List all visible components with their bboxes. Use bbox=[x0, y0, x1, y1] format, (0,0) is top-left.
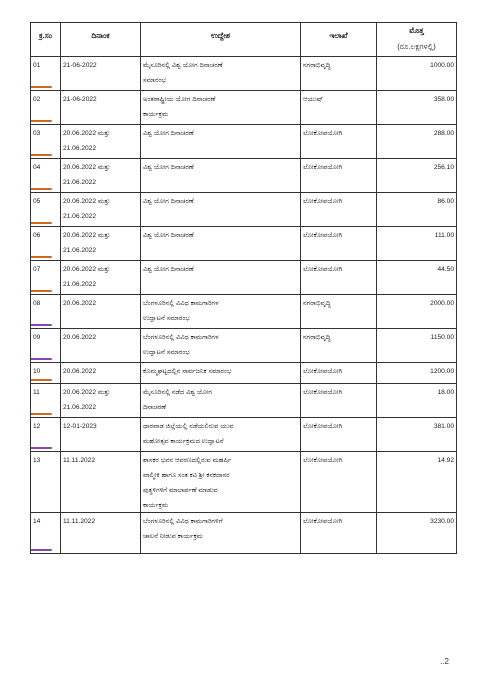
purpose-line: ಸಮಾರಂಭ bbox=[143, 77, 167, 84]
date-line: 21.06.2022 bbox=[63, 247, 97, 254]
underline-mark bbox=[31, 256, 53, 258]
table-row bbox=[31, 418, 457, 452]
cell-date bbox=[61, 363, 141, 384]
purpose-line: ವಿಶ್ವ ಯೋಗ ದಿನಾಚರಣೆ bbox=[143, 164, 194, 171]
amount-text: 44.50 bbox=[437, 266, 454, 273]
cell-amount bbox=[377, 57, 457, 91]
department-text: ಲೋಕೋಪಯೋಗಿ bbox=[303, 457, 343, 464]
purpose-line: ವಿಶ್ವ ಯೋಗ ದಿನಾಚರಣೆ bbox=[143, 198, 194, 205]
cell-department bbox=[301, 295, 377, 329]
cell-sl-no bbox=[31, 363, 61, 384]
purpose-line: ಕೊಮ್ಮಘಟ್ಟದಲ್ಲಿನ ಸಾರ್ವಜನಿಕ ಸಮಾರಂಭ bbox=[143, 368, 232, 375]
cell-date bbox=[61, 513, 141, 554]
cell-sl-no bbox=[31, 57, 61, 91]
cell-purpose bbox=[141, 418, 301, 452]
table-row bbox=[31, 193, 457, 227]
cell-department bbox=[301, 227, 377, 261]
underline-mark bbox=[31, 413, 53, 415]
table-row bbox=[31, 261, 457, 295]
cell-sl-no bbox=[31, 91, 61, 125]
cell-amount bbox=[377, 193, 457, 227]
sl-no-text: 14 bbox=[33, 518, 41, 525]
date-line: 21-06-2022 bbox=[63, 96, 97, 103]
cell-department bbox=[301, 329, 377, 363]
underline-mark bbox=[31, 447, 53, 449]
expense-table bbox=[30, 22, 457, 554]
purpose-line: ಕಾರ್ಯಕ್ರಮ bbox=[143, 111, 169, 118]
cell-purpose bbox=[141, 159, 301, 193]
date-line: 21.06.2022 bbox=[63, 213, 97, 220]
cell-date bbox=[61, 452, 141, 513]
cell-date bbox=[61, 227, 141, 261]
purpose-line: ಬೆಂಗಳೂರಿನಲ್ಲಿ ವಿವಿಧ ಕಾಮಗಾರಿಗಳ bbox=[143, 334, 219, 341]
cell-purpose bbox=[141, 125, 301, 159]
page-number: ..2 bbox=[440, 657, 449, 666]
column-header-date: ದಿನಾಂಕ bbox=[61, 23, 141, 57]
purpose-line: ವಿಶ್ವ ಯೋಗ ದಿನಾಚರಣೆ bbox=[143, 130, 194, 137]
column-header-sl-no: ಕ್ರ.ಸಂ bbox=[31, 23, 61, 57]
amount-text: 86.00 bbox=[437, 198, 454, 205]
amount-text: 1200.00 bbox=[430, 368, 454, 375]
cell-amount bbox=[377, 91, 457, 125]
underline-mark bbox=[31, 324, 53, 326]
purpose-line: ಉದ್ಘಾಟನೆ ಸಮಾರಂಭ bbox=[143, 349, 190, 356]
purpose-line: ಪುತ್ಥಳಿಗಳಿಗೆ ಮಾಲಾರ್ಪಣೆ ಮಾಡುವ bbox=[143, 487, 218, 494]
purpose-line: ಬೆಂಗಳೂರಿನಲ್ಲಿ ವಿವಿಧ ಕಾಮಗಾರಿಗಳಿಗೆ bbox=[143, 518, 223, 525]
cell-amount bbox=[377, 418, 457, 452]
department-text: ಲೋಕೋಪಯೋಗಿ bbox=[303, 130, 343, 137]
cell-date bbox=[61, 91, 141, 125]
sl-no-text: 12 bbox=[33, 423, 41, 430]
department-text: ಲೋಕೋಪಯೋಗಿ bbox=[303, 518, 343, 525]
sl-no-text: 11 bbox=[33, 389, 40, 396]
table-row bbox=[31, 91, 457, 125]
purpose-line: ವಿಶ್ವ ಯೋಗ ದಿನಾಚರಣೆ bbox=[143, 266, 194, 273]
cell-department bbox=[301, 513, 377, 554]
date-line: 20.06.2022 ಮತ್ತು bbox=[63, 130, 111, 137]
department-text: ನಗರಾಭಿವೃದ್ಧಿ bbox=[303, 300, 331, 307]
cell-date bbox=[61, 384, 141, 418]
underline-mark bbox=[31, 358, 53, 360]
cell-date bbox=[61, 57, 141, 91]
cell-sl-no bbox=[31, 227, 61, 261]
table-row bbox=[31, 159, 457, 193]
date-line: 20.06.2022 bbox=[63, 334, 97, 341]
amount-header-unit: (ರೂ.ಲಕ್ಷಗಳಲ್ಲಿ) bbox=[397, 42, 436, 51]
underline-mark bbox=[31, 86, 53, 88]
sl-no-text: 13 bbox=[33, 457, 41, 464]
department-text: ಲೋಕೋಪಯೋಗಿ bbox=[303, 164, 343, 171]
sl-no-text: 08 bbox=[33, 300, 41, 307]
cell-date bbox=[61, 159, 141, 193]
table-row bbox=[31, 57, 457, 91]
cell-amount bbox=[377, 261, 457, 295]
date-line: 20.06.2022 ಮತ್ತು bbox=[63, 164, 111, 171]
cell-department bbox=[301, 159, 377, 193]
cell-sl-no bbox=[31, 193, 61, 227]
department-text: ಆಯುಷ್ bbox=[303, 96, 324, 103]
date-line: 12-01-2023 bbox=[63, 423, 97, 430]
amount-text: 14.92 bbox=[437, 457, 454, 464]
date-line: 20.06.2022 ಮತ್ತು bbox=[63, 232, 111, 239]
cell-department bbox=[301, 193, 377, 227]
cell-purpose bbox=[141, 193, 301, 227]
sl-no-text: 06 bbox=[33, 232, 41, 239]
table-row bbox=[31, 384, 457, 418]
cell-department bbox=[301, 57, 377, 91]
department-text: ಲೋಕೋಪಯೋಗಿ bbox=[303, 232, 343, 239]
cell-purpose bbox=[141, 57, 301, 91]
amount-text: 18.00 bbox=[437, 389, 454, 396]
department-text: ಲೋಕೋಪಯೋಗಿ bbox=[303, 423, 343, 430]
cell-date bbox=[61, 329, 141, 363]
cell-sl-no bbox=[31, 261, 61, 295]
amount-text: 3230.00 bbox=[430, 518, 454, 525]
cell-sl-no bbox=[31, 384, 61, 418]
cell-sl-no bbox=[31, 159, 61, 193]
column-header-amount bbox=[377, 23, 457, 57]
purpose-line: ಚಾಲನೆ ನೀಡುವ ಕಾರ್ಯಕ್ರಮ bbox=[143, 533, 204, 540]
sl-no-text: 04 bbox=[33, 164, 41, 171]
sl-no-text: 07 bbox=[33, 266, 41, 273]
cell-purpose bbox=[141, 513, 301, 554]
amount-text: 111.00 bbox=[434, 232, 454, 239]
purpose-line: ಶಾಸಕರ ಭವನ ಆವರಣದಲ್ಲಿರುವ ಮಹರ್ಷಿ bbox=[143, 457, 232, 464]
amount-text: 2000.00 bbox=[430, 300, 454, 307]
cell-department bbox=[301, 261, 377, 295]
header-row bbox=[31, 23, 457, 57]
amount-text: 358.00 bbox=[433, 96, 454, 103]
sl-no-text: 05 bbox=[33, 198, 41, 205]
underline-mark bbox=[31, 290, 53, 292]
cell-amount bbox=[377, 295, 457, 329]
table-row bbox=[31, 125, 457, 159]
sl-no-text: 10 bbox=[33, 368, 41, 375]
date-line: 21.06.2022 bbox=[63, 281, 97, 288]
date-line: 11.11.2022 bbox=[63, 457, 96, 464]
date-line: 20.06.2022 ಮತ್ತು bbox=[63, 389, 111, 396]
cell-amount bbox=[377, 329, 457, 363]
amount-header-label: ಮೊತ್ತ bbox=[409, 26, 424, 35]
cell-sl-no bbox=[31, 452, 61, 513]
cell-department bbox=[301, 418, 377, 452]
cell-amount bbox=[377, 159, 457, 193]
cell-sl-no bbox=[31, 125, 61, 159]
amount-text: 256.10 bbox=[433, 164, 454, 171]
cell-date bbox=[61, 295, 141, 329]
cell-sl-no bbox=[31, 418, 61, 452]
cell-purpose bbox=[141, 384, 301, 418]
sl-no-text: 01 bbox=[33, 62, 41, 69]
date-line: 20.06.2022 bbox=[63, 368, 97, 375]
purpose-line: ವಾಲ್ಮೀಕಿ ಹಾಗೂ ಸಂತ ಕವಿ ಶ್ರೀ ಕನಕದಾಸರ bbox=[143, 472, 230, 479]
cell-department bbox=[301, 91, 377, 125]
cell-purpose bbox=[141, 452, 301, 513]
cell-date bbox=[61, 418, 141, 452]
cell-amount bbox=[377, 384, 457, 418]
purpose-line: ಮಹೋತ್ಸವ ಕಾರ್ಯಕ್ರಮದ ಉದ್ಘಾಟನೆ bbox=[143, 438, 224, 445]
sl-no-text: 09 bbox=[33, 334, 41, 341]
cell-purpose bbox=[141, 295, 301, 329]
date-line: 21.06.2022 bbox=[63, 404, 97, 411]
department-text: ನಗರಾಭಿವೃದ್ಧಿ bbox=[303, 334, 331, 341]
cell-amount bbox=[377, 513, 457, 554]
date-line: 21.06.2022 bbox=[63, 145, 97, 152]
column-header-department: ಇಲಾಖೆ bbox=[301, 23, 377, 57]
table-row bbox=[31, 452, 457, 513]
underline-mark bbox=[31, 379, 53, 381]
date-line: 21-06-2022 bbox=[63, 62, 97, 69]
amount-text: 381.00 bbox=[433, 423, 454, 430]
date-line: 21.06.2022 bbox=[63, 179, 97, 186]
department-text: ನಗರಾಭಿವೃದ್ಧಿ bbox=[303, 62, 331, 69]
cell-purpose bbox=[141, 363, 301, 384]
underline-mark bbox=[31, 120, 53, 122]
amount-text: 288.00 bbox=[433, 130, 454, 137]
table-row bbox=[31, 227, 457, 261]
sl-no-text: 03 bbox=[33, 130, 41, 137]
department-text: ಲೋಕೋಪಯೋಗಿ bbox=[303, 368, 343, 375]
purpose-line: ವಿಶ್ವ ಯೋಗ ದಿನಾಚರಣೆ bbox=[143, 232, 194, 239]
table-row bbox=[31, 513, 457, 554]
cell-purpose bbox=[141, 227, 301, 261]
purpose-line: ಅಂತರಾಷ್ಟ್ರೀಯ ಯೋಗ ದಿನಾಚರಣೆ bbox=[143, 96, 216, 103]
purpose-line: ಕಾರ್ಯಕ್ರಮ bbox=[143, 502, 169, 509]
date-line: 20.06.2022 ಮತ್ತು bbox=[63, 198, 111, 205]
underline-mark bbox=[31, 222, 53, 224]
cell-amount bbox=[377, 363, 457, 384]
cell-date bbox=[61, 261, 141, 295]
purpose-line: ಧಾರವಾಡ ಜಿಲ್ಲೆಯಲ್ಲಿ ನಡೆಯಲಿರುವ ಯುವ bbox=[143, 423, 234, 430]
cell-department bbox=[301, 125, 377, 159]
underline-mark bbox=[31, 154, 53, 156]
table-row bbox=[31, 329, 457, 363]
purpose-line: ಉದ್ಘಾಟನೆ ಸಮಾರಂಭ bbox=[143, 315, 190, 322]
cell-department bbox=[301, 384, 377, 418]
cell-date bbox=[61, 125, 141, 159]
underline-mark bbox=[31, 188, 53, 190]
amount-text: 1150.00 bbox=[430, 334, 454, 341]
cell-purpose bbox=[141, 329, 301, 363]
underline-mark bbox=[31, 549, 53, 551]
table-body bbox=[31, 57, 457, 554]
cell-department bbox=[301, 452, 377, 513]
cell-amount bbox=[377, 452, 457, 513]
cell-sl-no bbox=[31, 513, 61, 554]
cell-purpose bbox=[141, 91, 301, 125]
cell-amount bbox=[377, 125, 457, 159]
purpose-line: ಮೈಸೂರಿನಲ್ಲಿ ನಡೆದ ವಿಶ್ವ ಯೋಗ bbox=[143, 389, 212, 396]
date-line: 20.06.2022 bbox=[63, 300, 97, 307]
date-line: 11.11.2022 bbox=[63, 518, 96, 525]
department-text: ಲೋಕೋಪಯೋಗಿ bbox=[303, 389, 343, 396]
amount-text: 1000.00 bbox=[430, 62, 454, 69]
cell-sl-no bbox=[31, 329, 61, 363]
purpose-line: ಮೈಸೂರಿನಲ್ಲಿ ವಿಶ್ವ ಯೋಗ ದಿನಾಚರಣೆ bbox=[143, 62, 223, 69]
cell-sl-no bbox=[31, 295, 61, 329]
cell-amount bbox=[377, 227, 457, 261]
department-text: ಲೋಕೋಪಯೋಗಿ bbox=[303, 198, 343, 205]
table-row bbox=[31, 295, 457, 329]
sl-no-text: 02 bbox=[33, 96, 41, 103]
column-header-purpose: ಉದ್ದೇಶ bbox=[141, 23, 301, 57]
purpose-line: ಬೆಂಗಳೂರಿನಲ್ಲಿ ವಿವಿಧ ಕಾಮಗಾರಿಗಳ bbox=[143, 300, 219, 307]
cell-date bbox=[61, 193, 141, 227]
cell-purpose bbox=[141, 261, 301, 295]
date-line: 20.06.2022 ಮತ್ತು bbox=[63, 266, 111, 273]
department-text: ಲೋಕೋಪಯೋಗಿ bbox=[303, 266, 343, 273]
purpose-line: ದಿನಾಚರಣೆ bbox=[143, 404, 167, 411]
table-row bbox=[31, 363, 457, 384]
cell-department bbox=[301, 363, 377, 384]
